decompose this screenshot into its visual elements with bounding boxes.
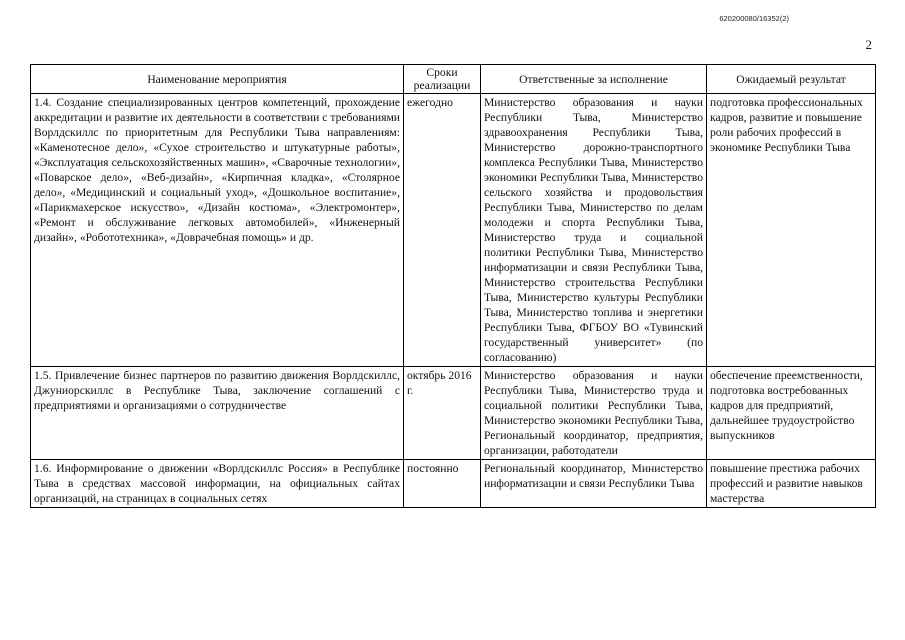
responsible-cell: Министерство образования и науки Республики Тыва, Министерство труда и социальной политики Республики Тыва, Министерство экономики Республики Тыва, Региональный координатор, предприятия, организации, работодатели (481, 367, 707, 460)
term-cell: постоянно (404, 460, 481, 508)
column-header-result: Ожидаемый результат (707, 65, 876, 94)
column-header-responsible: Ответственные за исполнение (481, 65, 707, 94)
responsible-cell: Региональный координатор, Министерство информатизации и связи Республики Тыва (481, 460, 707, 508)
table-row (31, 460, 876, 508)
measure-name-cell: 1.6. Информирование о движении «Ворлдскиллс Россия» в Республике Тыва в средствах массовой информации, на официальных сайтах организаций, на страницах в социальных сетях (31, 460, 404, 508)
measure-name-cell: 1.5. Привлечение бизнес партнеров по развитию движения Ворлдскиллс, Джуниорскиллс в Республике Тыва, заключение соглашений с предприятиями и организациями о сотрудничестве (31, 367, 404, 460)
responsible-cell: Министерство образования и науки Республики Тыва, Министерство здравоохранения Республики Тыва, Министерство дорожно-транспортного комплекса Республики Тыва, Министерство экономики Республики Тыва, Министерство сельского хозяйства и продовольствия Республики Тыва, Министерство по делам молодежи и спорта Республики Тыва, Министерство труда и социальной политики Республики Тыва, Министерство информатизации и связи Республики Тыва, Министерство строительства Республики Тыва, Министерство культуры Республики Тыва, Министерство топлива и энергетики Республики Тыва, ФГБОУ ВО «Тувинский государственный университет» (по согласованию) (481, 94, 707, 367)
result-cell: обеспечение преемственности, подготовка востребованных кадров для предприятий, дальнейшее трудоустройство выпускников (707, 367, 876, 460)
measure-name-cell: 1.4. Создание специализированных центров компетенций, прохождение аккредитации и развитие их деятельности в соответствии с требованиями Ворлдскиллс по приоритетным для Республики Тыва направлениям: «Каменотесное дело», «Сухое строительство и штукатурные работы», «Эксплуатация сельскохозяйственных машин», «Сварочные технологии», «Поварское дело», «Веб-дизайн», «Кирпичная кладка», «Столярное дело», «Медицинский и социальный уход», «Дошкольное воспитание», «Парикмахерское искусство», «Дизайн костюма», «Электромонтер», «Ремонт и обслуживание легковых автомобилей», «Инженерный дизайн», «Робототехника», «Доврачебная помощь» и др. (31, 94, 404, 367)
page-number: 2 (865, 37, 872, 52)
table-row (31, 94, 876, 367)
term-cell: ежегодно (404, 94, 481, 367)
table-header-row (31, 65, 876, 94)
term-cell: октябрь 2016 г. (404, 367, 481, 460)
column-header-name: Наименование мероприятия (31, 65, 404, 94)
column-header-term: Сроки реализации (404, 65, 481, 94)
measures-table (30, 64, 876, 508)
table-row (31, 367, 876, 460)
result-cell: подготовка профессиональных кадров, развитие и повышение роли рабочих профессий в экономике Республики Тыва (707, 94, 876, 367)
document-code: 620200080/16352(2) (719, 14, 789, 23)
result-cell: повышение престижа рабочих профессий и развитие навыков мастерства (707, 460, 876, 508)
